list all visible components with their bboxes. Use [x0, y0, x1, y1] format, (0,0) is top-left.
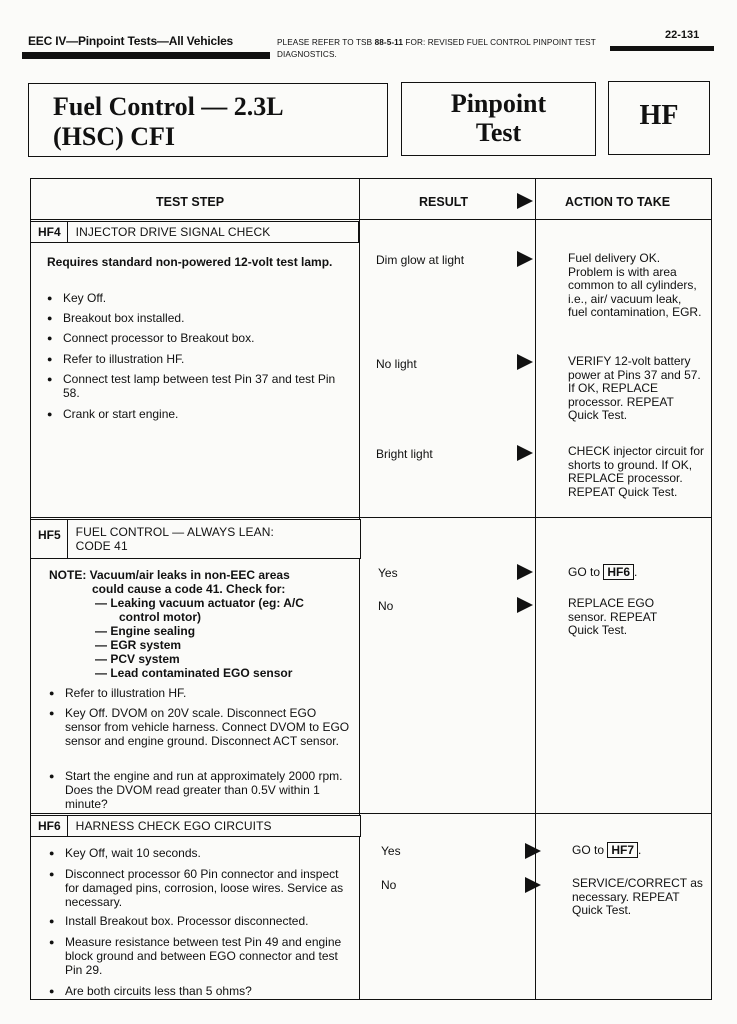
note-line: NOTE: Vacuum/air leaks in non-EEC areas: [49, 568, 290, 582]
list-item: ● Refer to illustration HF.: [49, 686, 349, 700]
note-item: — Lead contaminated EGO sensor: [95, 666, 293, 680]
step-tag-hf5: [31, 519, 361, 559]
list-item: ● Install Breakout box. Processor disconnected.: [49, 914, 353, 928]
list-item: ● Are both circuits less than 5 ohms?: [49, 984, 349, 998]
list-item: ● Connect test lamp between test Pin 37 and test Pin 58.: [47, 372, 349, 400]
test-type-line2: Test: [475, 118, 522, 147]
goto-suffix: .: [634, 565, 638, 579]
step-code: HF4: [31, 222, 68, 242]
col-header-result: RESULT: [419, 195, 469, 209]
hf5-note: [49, 568, 349, 680]
test-title-box: [28, 83, 388, 157]
test-title-line1: Fuel Control — 2.3L: [53, 92, 284, 121]
step-title-line2: CODE 41: [75, 539, 128, 553]
col-divider-result: [359, 179, 360, 999]
hf6-result-yes: Yes: [381, 844, 401, 858]
section-rule: [22, 52, 270, 59]
tsb-prefix: PLEASE REFER TO TSB: [277, 38, 375, 47]
note-item: — PCV system: [95, 652, 180, 666]
hf4-result-none: No light: [376, 357, 417, 371]
arrow-right-icon: [517, 193, 533, 209]
note-item: — EGR system: [95, 638, 182, 652]
note-item: — Leaking vacuum actuator (eg: A/C: [95, 596, 304, 610]
list-item: ● Breakout box installed.: [47, 311, 347, 325]
goto-prefix: GO to: [572, 843, 605, 857]
hf4-result-bright: Bright light: [376, 447, 433, 461]
list-item: ● Start the engine and run at approximately 2000 rpm. Does the DVOM read greater than 0.5V within 1 minute?: [49, 769, 353, 811]
arrow-right-icon: [525, 843, 541, 859]
arrow-right-icon: [517, 564, 533, 580]
page-rule: [610, 46, 714, 51]
pinpoint-table: [30, 178, 712, 1000]
page-number: 22-131: [665, 29, 700, 41]
goto-hf7-link[interactable]: HF7: [607, 842, 638, 858]
test-title-line2: (HSC) CFI: [53, 122, 176, 151]
hf5-result-yes: Yes: [378, 566, 398, 580]
test-code: HF: [639, 100, 679, 131]
step-title: [68, 520, 282, 558]
hf6-action-yes: [572, 842, 712, 858]
step-tag-hf6: [31, 815, 361, 837]
note-line: could cause a code 41. Check for:: [92, 582, 286, 596]
hf6-row-rule: [31, 813, 711, 814]
hf4-action-none: VERIFY 12-volt battery power at Pins 37 and 57. If OK, REPLACE processor. REPEAT Quick Test.: [568, 354, 701, 423]
hf6-action-no: SERVICE/CORRECT as necessary. REPEAT Quick Test.: [572, 876, 703, 918]
hf5-row-rule: [31, 517, 711, 518]
hf5-result-no: No: [378, 599, 394, 613]
list-item: ● Disconnect processor 60 Pin connector and inspect for damaged pins, corrosion, loose wires. Service as necessary.: [49, 867, 349, 909]
hf4-action-bright: CHECK injector circuit for shorts to ground. If OK, REPLACE processor. REPEAT Quick Test.: [568, 444, 705, 499]
list-item: ● Refer to illustration HF.: [47, 352, 347, 366]
hf5-action-no: REPLACE EGO sensor. REPEAT Quick Test.: [568, 596, 657, 638]
list-item: ● Key Off.: [47, 291, 347, 305]
list-item: ● Key Off, wait 10 seconds.: [49, 846, 349, 860]
arrow-right-icon: [517, 354, 533, 370]
arrow-right-icon: [517, 597, 533, 613]
goto-prefix: GO to: [568, 565, 601, 579]
tsb-suffix: FOR: REVISED FUEL CONTROL PINPOINT TEST DIAGNOSTICS.: [277, 38, 596, 59]
arrow-right-icon: [517, 445, 533, 461]
step-title-line1: FUEL CONTROL — ALWAYS LEAN:: [75, 525, 274, 539]
step-title: INJECTOR DRIVE SIGNAL CHECK: [75, 225, 271, 239]
step-code: HF5: [31, 520, 68, 558]
tsb-note: [277, 37, 607, 61]
list-item: ● Connect processor to Breakout box.: [47, 331, 347, 345]
note-item: control motor): [119, 610, 201, 624]
section-title: EEC IV—Pinpoint Tests—All Vehicles: [28, 34, 234, 48]
col-divider-action: [535, 179, 536, 999]
list-item: ● Crank or start engine.: [47, 407, 347, 421]
list-item: ● Key Off. DVOM on 20V scale. Disconnect EGO sensor from vehicle harness. Connect DVOM to EGO sensor and engine ground. Disconnect ACT sensor.: [49, 706, 353, 748]
step-tag-hf4: [31, 221, 359, 243]
hf4-result-dim: Dim glow at light: [376, 253, 465, 267]
arrow-right-icon: [525, 877, 541, 893]
tsb-number: 88-5-11: [374, 38, 404, 47]
hf5-action-yes: [568, 564, 708, 580]
test-type-box: [401, 82, 596, 156]
arrow-right-icon: [517, 251, 533, 267]
col-header-action: ACTION TO TAKE: [565, 195, 671, 209]
header-row-rule: [31, 219, 711, 220]
goto-hf6-link[interactable]: HF6: [603, 564, 634, 580]
step-code: HF6: [31, 816, 68, 836]
goto-suffix: .: [638, 843, 642, 857]
step-title: HARNESS CHECK EGO CIRCUITS: [75, 819, 272, 833]
hf6-result-no: No: [381, 878, 397, 892]
col-header-test-step: TEST STEP: [156, 195, 225, 209]
hf4-requirement: Requires standard non-powered 12-volt test lamp.: [47, 255, 333, 269]
hf4-action-dim: Fuel delivery OK. Problem is with area common to all cylinders, i.e., air/ vacuum leak, fuel contamination, EGR.: [568, 251, 702, 320]
note-item: — Engine sealing: [95, 624, 196, 638]
test-code-box: [608, 81, 710, 155]
test-type-line1: Pinpoint: [450, 89, 547, 118]
list-item: ● Measure resistance between test Pin 49 and engine block ground and between EGO connector and test Pin 29.: [49, 935, 349, 977]
